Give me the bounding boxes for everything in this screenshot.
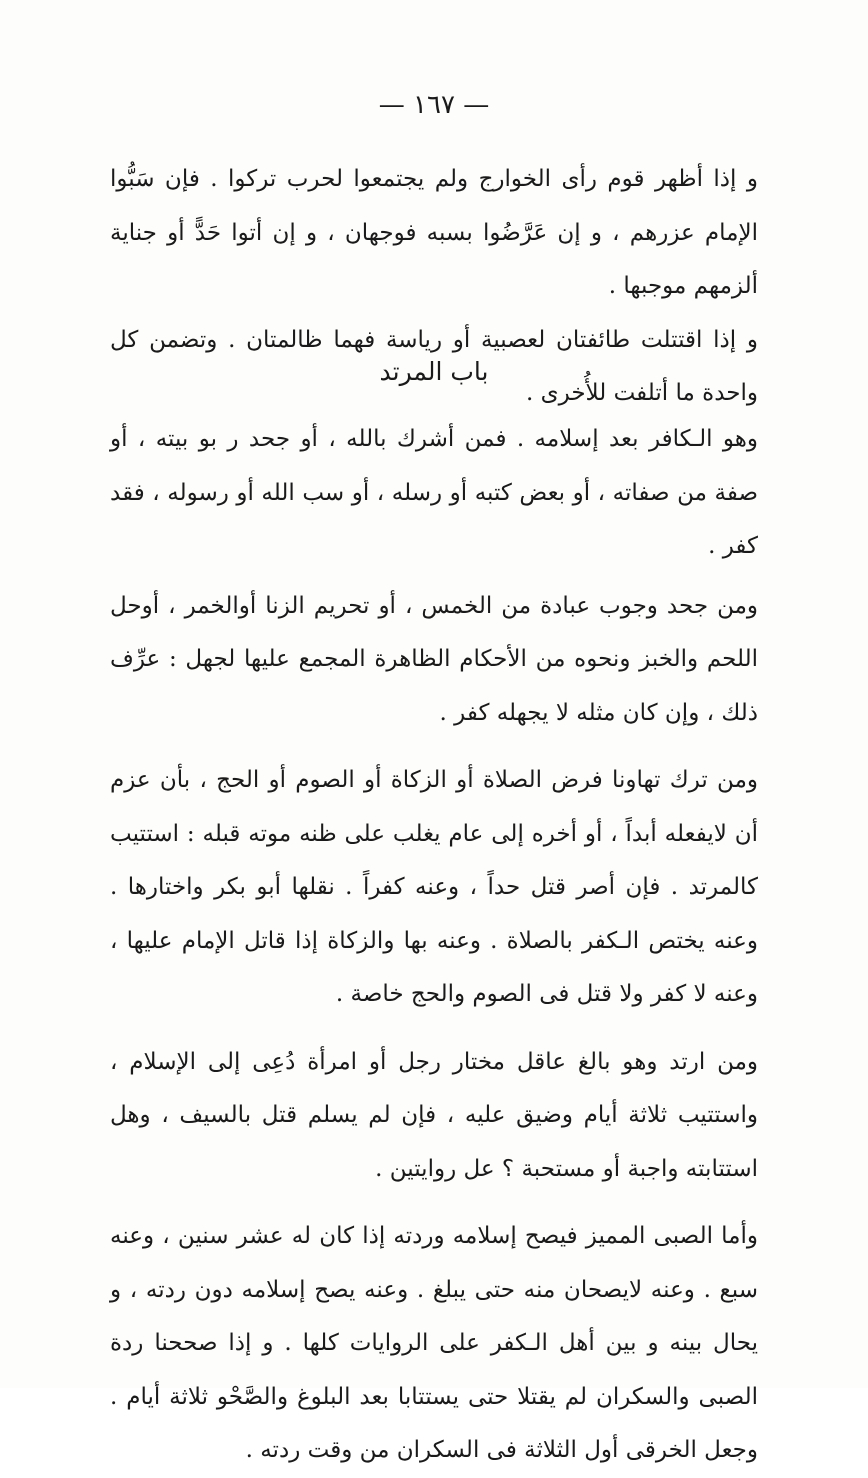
paragraph: وأما الصبى المميز فيصح إسلامه وردته إذا كان له عشر سنين ، وعنه سبع . وعنه لايصحان منه حتى يبلغ . وعنه يصح إسلامه دون ردته ، و يحال بينه و بين أهل الـكفر على الروايات كلها . و إذا صححنا ردة الصبى والسكران لم يقتلا حتى يستتابا بعد البلوغ والصَّحْو ثلاثة أيام . وجعل الخرقى أول الثلاثة فى السكران من وقت ردته . — [110, 1223, 758, 1463]
paragraph: و إذا أظهر قوم رأى الخوارج ولم يجتمعوا لحرب تركوا . فإن سَبُّوا الإمام عزرهم ، و إن عَرَّضُوا بسبه فوجهان ، و إن أتوا حَدًّ أو جناية ألزمهم موجبها . — [110, 166, 758, 299]
paragraph: وهو الـكافر بعد إسلامه . فمن أشرك بالله ، أو جحد ر بو بيته ، أو صفة من صفاته ، أو بعض كتبه أو رسله ، أو سب الله أو رسوله ، فقد كفر . — [110, 426, 758, 559]
page-number: — ١٦٧ — — [378, 90, 490, 120]
paragraph: ومن جحد وجوب عبادة من الخمس ، أو تحريم الزنا أوالخمر ، أوحل اللحم والخبز ونحوه من الأحكام الظاهرة المجمع عليها لجهل : عرِّف ذلك ، وإن كان مثله لا يجهله كفر . — [110, 592, 758, 726]
paragraph: ومن ترك تهاونا فرض الصلاة أو الزكاة أو الصوم أو الحج ، بأن عزم أن لايفعله أبداً ، أو أخره إلى عام يغلب على ظنه موته قبله : استتيب كالمرتد . فإن أصر قتل حداً ، وعنه كفراً . نقلها أبو بكر واختارها . وعنه يختص الـكفر بالصلاة . وعنه بها والزكاة إذا قاتل الإمام عليها ، وعنه لا كفر ولا قتل فى الصوم والحج خاصة . — [110, 767, 758, 1007]
paragraph: و إذا اقتتلت طائفتان لعصبية أو رياسة فهما ظالمتان . وتضمن كل واحدة ما أتلفت للأُخرى . — [110, 326, 758, 406]
chapter-body — [110, 413, 758, 1478]
chapter-heading: باب المرتد — [379, 357, 489, 386]
paragraph: ومن ارتد وهو بالغ عاقل مختار رجل أو امرأة دُعِى إلى الإسلام ، واستتيب ثلاثة أيام وضيق عليه ، فإن لم يسلم قتل بالسيف ، وهل استتابته واجبة أو مستحبة ؟ عل روايتين . — [110, 1048, 758, 1182]
